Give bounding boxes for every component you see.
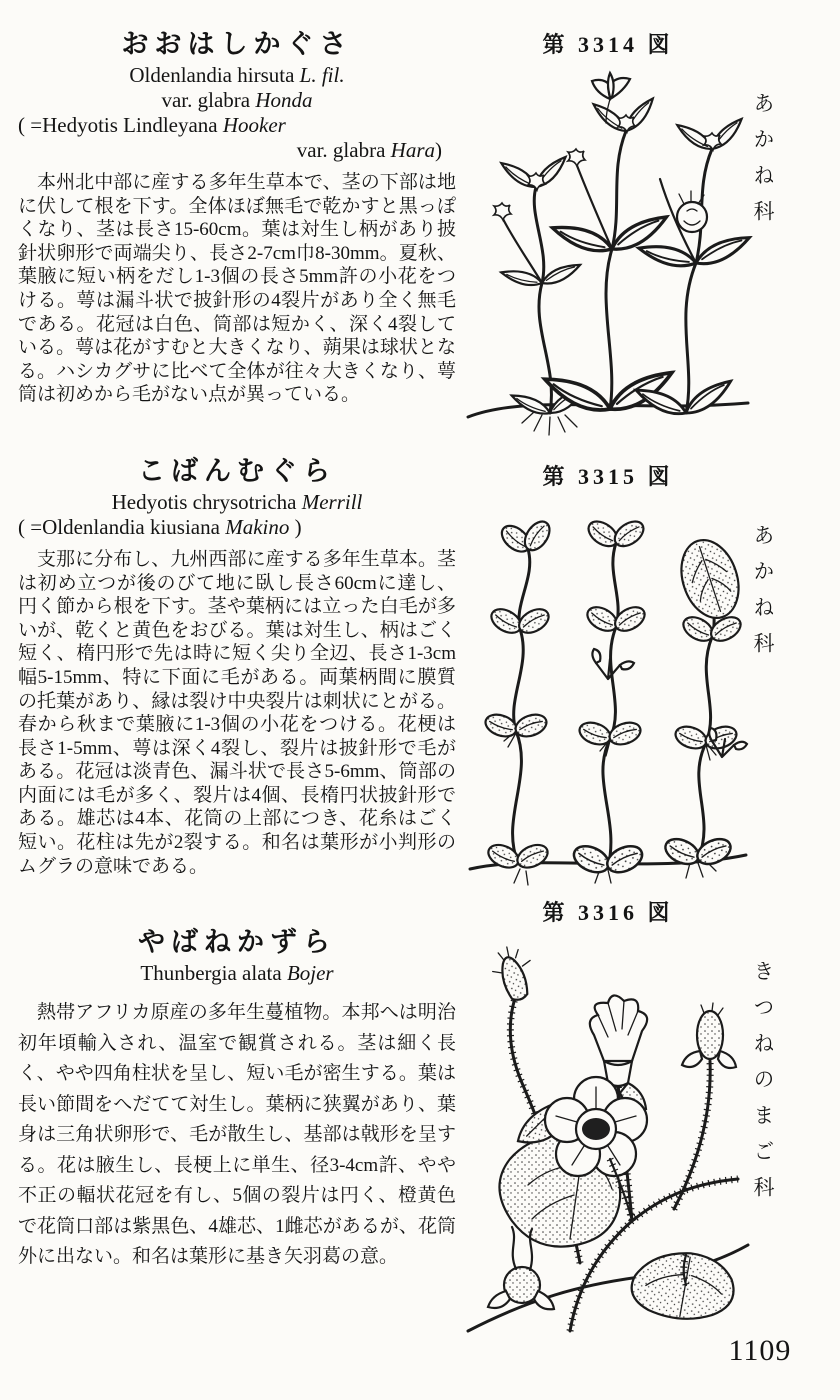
scientific-name-line: var. glabra Honda [161, 88, 313, 112]
family-label: あかね科 [751, 524, 775, 668]
figure-caption: 第 3316 図 [542, 900, 674, 925]
figure-caption: 第 3314 図 [542, 32, 674, 57]
entry-description: 本州北中部に産する多年生草本で、茎の下部は地に伏して根を下す。全体ほぼ無毛で乾かすと黒っぽくなり、茎は長さ15-60cm。葉は対生し柄があり披針状卵形で両端尖り、長さ2-7cm巾8-30mm。夏秋、葉腋に短い柄をだし1-3個の長さ5mm許の小花をつける。萼は漏斗状で披針形の4裂片があり全く無毛である。花冠は白色、筒部は短かく、深く4裂している。萼は花がすむと大きくなり、蒴果は球状となる。ハシカグサに比べて全体が往々大きくなり、萼筒は初めから毛がない点が異っている。 [18, 172, 456, 406]
entry-title-japanese: こばんむぐら [138, 455, 336, 486]
entry-title-japanese: おおはしかぐさ [121, 29, 353, 59]
entry-kobanmugura [18, 449, 456, 878]
scientific-name-line: Oldenlandia hirsuta L. fil. [129, 63, 345, 87]
figure-caption: 第 3315 図 [542, 464, 674, 489]
figure-column [458, 0, 840, 1400]
figure-3314 [458, 28, 840, 447]
text-column [18, 22, 456, 1273]
figure-3316-illustration [460, 933, 756, 1341]
figure-3315-illustration [460, 497, 756, 889]
entry-oohashikagusa [18, 22, 456, 407]
page-number: 1109 [728, 1334, 792, 1367]
scientific-name-line: Thunbergia alata Bojer [140, 961, 334, 986]
synonym-line: ( =Hedyotis Lindleyana Hooker [18, 113, 286, 137]
family-label: きつねのまご科 [751, 960, 775, 1212]
entry-title-japanese: やばねかずら [138, 927, 336, 958]
figure-3314-illustration [460, 65, 756, 447]
entry-yabanekazura [18, 920, 456, 1273]
synonym-line: ( =Oldenlandia kiusiana Makino ) [18, 514, 302, 539]
scientific-name-line: Hedyotis chrysotricha Merrill [111, 489, 363, 514]
synonym-line: var. glabra Hara) [296, 138, 442, 162]
family-label: あかね科 [751, 92, 775, 236]
figure-3315 [458, 460, 840, 889]
entry-description: 支那に分布し、九州西部に産する多年生草本。茎は初め立つが後のびて地に臥し長さ60cmに達し、円く節から根を下す。茎や葉柄には立った白毛が多いが、乾くと黄色をおびる。葉は対生し、柄はごく短く、楕円形で先は時に短く尖り全辺、長さ1-3cm幅5-15mm、特に下面に毛がある。両葉柄間に膜質の托葉があり、縁は裂け中央裂片は刺状にとがる。春から秋まで葉腋に1-3個の小花をつける。花梗は長さ1-5mm、萼は深く4裂し、裂片は披針形で毛がある。花冠は淡青色、漏斗状で長さ5-6mm、筒部の内面には毛が多く、裂片は4個、長楕円状披針形である。雄芯は4本、花筒の上部につき、花糸はごく短い。花柱は先が2裂する。和名は葉形が小判形のムグラの意味である。 [18, 548, 456, 877]
figure-3316 [458, 896, 840, 1341]
entry-description: 熱帯アフリカ原産の多年生蔓植物。本邦へは明治初年頃輸入され、温室で観賞される。茎は細く長く、やや四角柱状を呈し、短い毛が密生する。葉は長い節間をへだてて対生し。葉柄に狭翼があり、葉身は三角状卵形で、毛が散生し、基部は戟形を呈する。花は腋生し、長梗上に単生、径3-4cm許、やや不正の輻状花冠を有し、5個の裂片は円く、橙黄色で花筒口部は紫黒色、4雄芯、1雌芯があるが、花筒外に出ない。和名は葉形に基き矢羽葛の意。 [18, 1002, 456, 1268]
